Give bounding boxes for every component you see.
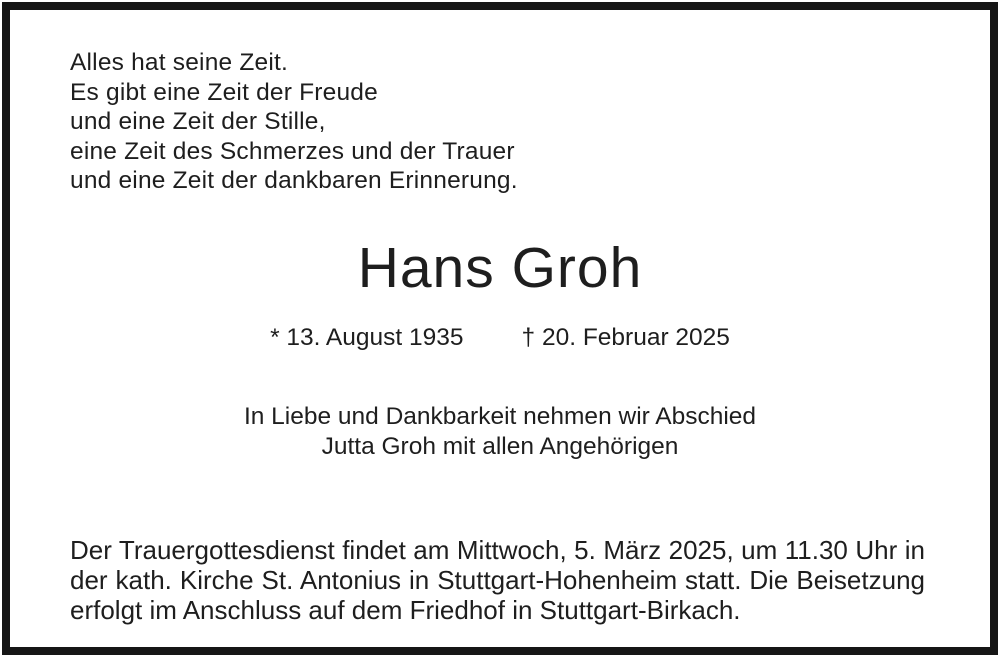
poem-line: Alles hat seine Zeit. [70, 49, 289, 76]
poem-line: eine Zeit des Schmerzes und der Trauer [70, 137, 515, 165]
farewell-block [20, 402, 980, 462]
announcement-line: Der Trauergottesdienst findet am Mittwoch, 5. März 2025, um 11.30 Uhr in [70, 535, 925, 565]
poem-line: Es gibt eine Zeit der Freude [70, 78, 378, 106]
poem-block [70, 48, 518, 196]
birth-date: * 13. August 1935 [270, 324, 464, 351]
poem-line: und eine Zeit der Stille, [70, 108, 326, 135]
announcement-line: der kath. Kirche St. Antonius in Stuttgart-Hohenheim statt. Die Beisetzung [70, 565, 925, 595]
farewell-line-mourners: Jutta Groh mit allen Angehörigen [321, 433, 679, 460]
announcement-line: erfolgt im Anschluss auf dem Friedhof in Stuttgart-Birkach. [70, 595, 741, 625]
poem-line: und eine Zeit der dankbaren Erinnerung. [70, 167, 518, 194]
deceased-name: Hans Groh [357, 236, 643, 300]
death-date: † 20. Februar 2025 [521, 324, 730, 351]
obituary-content [20, 20, 980, 636]
obituary-frame [2, 2, 998, 655]
service-announcement [70, 535, 925, 625]
farewell-line: In Liebe und Dankbarkeit nehmen wir Abschied [243, 403, 757, 430]
life-dates [20, 323, 980, 353]
